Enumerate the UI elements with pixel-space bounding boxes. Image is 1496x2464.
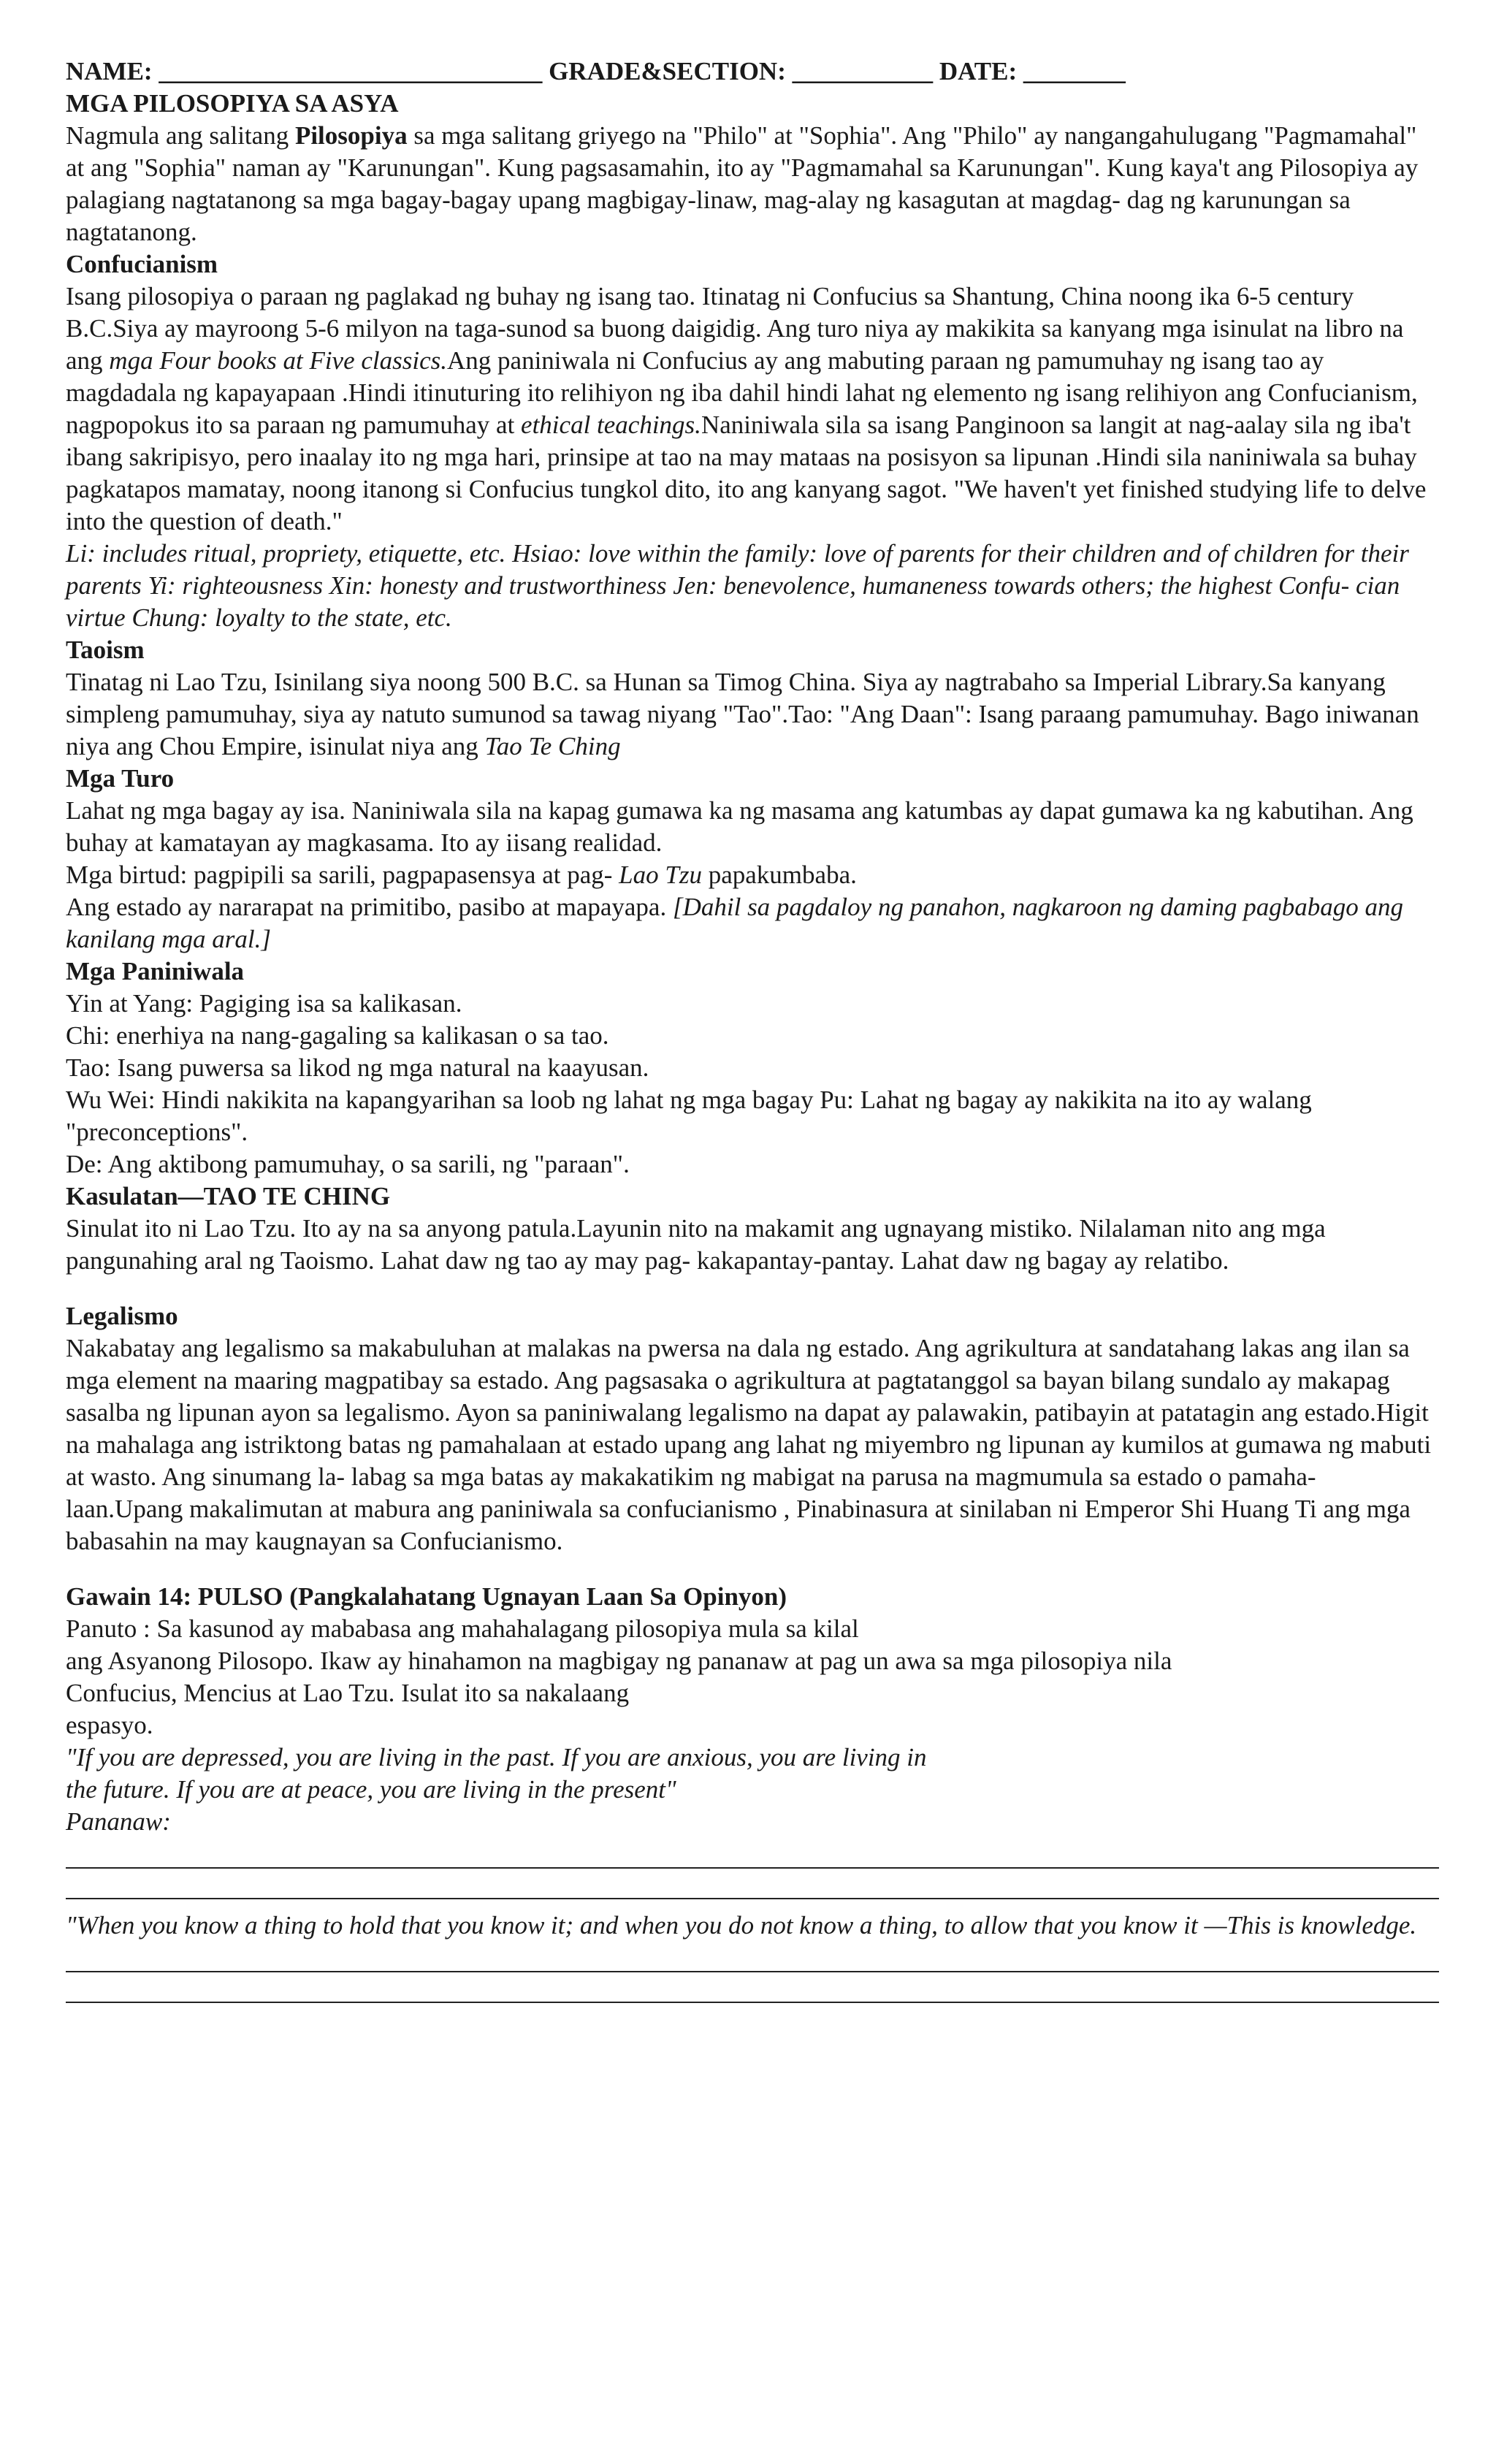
quote-2: "When you know a thing to hold that you know it; and when you do not know a thing, to allow that you know it —This is knowledge. bbox=[66, 1911, 1417, 1939]
intro-keyword: Pilosopiya bbox=[294, 121, 408, 150]
paniniwala-line: Tao: Isang puwersa sa likod ng mga natural na kaayusan. bbox=[66, 1053, 649, 1082]
name-grade-date-line: NAME: ______________________________ GRADE&SECTION: ___________ DATE: ________ bbox=[66, 57, 1126, 85]
answer-line-1[interactable] bbox=[66, 1838, 1439, 1869]
section-spacer bbox=[66, 1277, 1439, 1300]
confucianism-text-1: Isang pilosopiya o paraan ng paglakad ng buhay ng isang tao. Itinatag ni Confucius sa Shantung, China noong ika 6-5 century B.C.Siya ay mayroong 5-6 milyon na taga-sunod sa buong daigidig. Ang turo niya ay makikita sa kanyang mga isinulat na libro na ang bbox=[66, 282, 1404, 375]
turo-virtues-text: Mga birtud: pagpipili sa sarili, pagpapasensya at pag- bbox=[66, 861, 619, 889]
intro-text-rest: sa mga salitang griyego na "Philo" at "Sophia". Ang "Philo" ay nangangahulugang "Pagmamahal" at ang "Sophia" naman ay "Karunungan". Kung pagsasamahin, ito ay "Pagmamahal sa Karunungan". Kung kaya't ang Pilosopiya ay palagiang nagtatanong sa mga bagay-bagay upang magbigay-linaw, mag-alay ng kasagutan at magdag- dag ng karunungan sa nagtatanong. bbox=[66, 121, 1419, 246]
paniniwala-line: Chi: enerhiya na nang-gagaling sa kalikasan o sa tao. bbox=[66, 1021, 609, 1050]
gawain-instructions-3: Confucius, Mencius at Lao Tzu. Isulat ito sa nakalaang bbox=[66, 1679, 630, 1707]
section-spacer bbox=[66, 1557, 1439, 1581]
taoism-text: Tinatag ni Lao Tzu, Isinilang siya noong 500 B.C. sa Hunan sa Timog China. Siya ay nagtrabaho sa Imperial Library.Sa kanyang simpleng pamumuhay, siya ay natuto sumunod sa tawag niyang "Tao".Tao: "Ang Daan": Isang paraang pamumuhay. Bago iniwanan niya ang Chou Empire, isinulat niya ang bbox=[66, 668, 1419, 760]
gawain-instructions-4: espasyo. bbox=[66, 1711, 153, 1739]
taoism-heading: Taoism bbox=[66, 636, 145, 664]
kasulatan-paragraph: Sinulat ito ni Lao Tzu. Ito ay na sa anyong patula.Layunin nito na makamit ang ugnayang mistiko. Nilalaman nito ang mga pangunahing aral ng Taoismo. Lahat daw ng tao ay may pag- kakapantay-pantay. Lahat daw ng bagay ay relatibo. bbox=[66, 1214, 1326, 1275]
legalismo-heading: Legalismo bbox=[66, 1302, 178, 1330]
confucianism-paragraph bbox=[66, 281, 1439, 538]
gawain-instructions-2: ang Asyanong Pilosopo. Ikaw ay hinahamon na magbigay ng pananaw at pag un awa sa mga pilosopiya nila bbox=[66, 1647, 1172, 1675]
answer-line-3[interactable] bbox=[66, 1942, 1439, 1972]
turo-heading: Mga Turo bbox=[66, 764, 175, 793]
taoism-book-title: Tao Te Ching bbox=[484, 732, 621, 760]
confucianism-heading: Confucianism bbox=[66, 250, 218, 278]
quote-spacer bbox=[66, 1899, 1439, 1910]
intro-text-start: Nagmula ang salitang bbox=[66, 121, 295, 150]
turo-virtues-end: papakumbaba. bbox=[701, 861, 857, 889]
gawain-heading: Gawain 14: PULSO (Pangkalahatang Ugnayan Laan Sa Opinyon) bbox=[66, 1582, 787, 1611]
confucianism-ethical: ethical teachings. bbox=[521, 411, 701, 439]
paniniwala-heading: Mga Paniniwala bbox=[66, 957, 245, 985]
answer-line-4[interactable] bbox=[66, 1972, 1439, 2003]
legalismo-paragraph: Nakabatay ang legalismo sa makabuluhan at malakas na pwersa na dala ng estado. Ang agrikultura at sandatahang lakas ang ilan sa mga element na maaring magpatibay sa estado. Ang pagsasaka o agrikultura at pagtatanggol sa bayan bilang sundalo ay makapag sasalba ng lipunan ayon sa legalismo. Ayon sa paniniwalang legalismo na dapat ay palawakin, patibayin at patatagin ang estado.Higit na mahalaga ang istriktong batas ng pamahalaan at estado upang ang lahat ng miyembro ng lipunan ay kumilos at gumawa ng mabuti at wasto. Ang sinumang la- labag sa mga batas ay makakatikim ng mabigat na parusa na magmumula sa estado o pamaha- laan.Upang makalimutan at mabura ang paniniwala sa confucianismo , Pinabinasura at sinilaban ni Emperor Shi Huang Ti ang mga babasahin na may kaugnayan sa Confucianismo. bbox=[66, 1334, 1432, 1555]
taoism-paragraph bbox=[66, 666, 1439, 763]
answer-line-2[interactable] bbox=[66, 1869, 1439, 1899]
confucianism-virtues: Li: includes ritual, propriety, etiquette, etc. Hsiao: love within the family: love of parents for their children and of children for their parents Yi: righteousness Xin: honesty and trustworthiness Jen: benevolence, humaneness towards others; the highest Confu- cian virtue Chung: loyalty to the state, etc. bbox=[66, 539, 1409, 632]
pananaw-label: Pananaw: bbox=[66, 1807, 171, 1836]
confucianism-books: mga Four books at Five classics. bbox=[109, 346, 448, 375]
paniniwala-line: Wu Wei: Hindi nakikita na kapangyarihan sa loob ng lahat ng mga bagay Pu: Lahat ng bagay ay nakikita na ito ay walang "preconceptions". bbox=[66, 1086, 1312, 1146]
page-title: MGA PILOSOPIYA SA ASYA bbox=[66, 89, 399, 118]
paniniwala-line: Yin at Yang: Pagiging isa sa kalikasan. bbox=[66, 989, 462, 1018]
gawain-instructions-1: Panuto : Sa kasunod ay mababasa ang mahahalagang pilosopiya mula sa kilal bbox=[66, 1614, 859, 1643]
turo-paragraph-2 bbox=[66, 859, 1439, 891]
quote-1-line-2: the future. If you are at peace, you are living in the present" bbox=[66, 1775, 676, 1804]
turo-lao-tzu: Lao Tzu bbox=[619, 861, 702, 889]
paniniwala-line: De: Ang aktibong pamumuhay, o sa sarili, ng "paraan". bbox=[66, 1150, 630, 1178]
quote-1-line-1: "If you are depressed, you are living in the past. If you are anxious, you are living in bbox=[66, 1743, 927, 1771]
turo-paragraph-1: Lahat ng mga bagay ay isa. Naniniwala sila na kapag gumawa ka ng masama ang katumbas ay dapat gumawa ka ng kabutihan. Ang buhay at kamatayan ay magkasama. Ito ay iisang realidad. bbox=[66, 796, 1413, 857]
intro-paragraph bbox=[66, 120, 1439, 248]
turo-paragraph-3 bbox=[66, 891, 1439, 956]
turo-state-text: Ang estado ay nararapat na primitibo, pasibo at mapayapa. bbox=[66, 893, 673, 921]
confucianism-text-3: Naniniwala sila sa isang Panginoon sa langit at nag-aalay sila ng iba't ibang sakripisyo, pero inaalay ito ng mga hari, prinsipe at tao na may mataas na posisyon sa lipunan .Hindi sila naniniwala sa buhay pagkatapos mamatay, noong itanong si Confucius tungkol dito, ito ang kanyang sagot. "We haven't yet finished studying life to delve into the question of death." bbox=[66, 411, 1427, 535]
confucianism-text-2: Ang paniniwala ni Confucius ay ang mabuting paraan ng pamumuhay ng isang tao ay magdadala ng kapayapaan .Hindi itinuturing ito relihiyon ng iba dahil hindi lahat ng elemento ng isang relihiyon ang Confucianism, nagpopokus ito sa paraan ng pamumuhay at bbox=[66, 346, 1418, 439]
turo-note: [Dahil sa pagdaloy ng panahon, nagkaroon ng daming pagbabago ang kanilang mga aral.] bbox=[66, 893, 1404, 953]
worksheet-page bbox=[66, 56, 1439, 2003]
kasulatan-heading: Kasulatan—TAO TE CHING bbox=[66, 1182, 391, 1210]
